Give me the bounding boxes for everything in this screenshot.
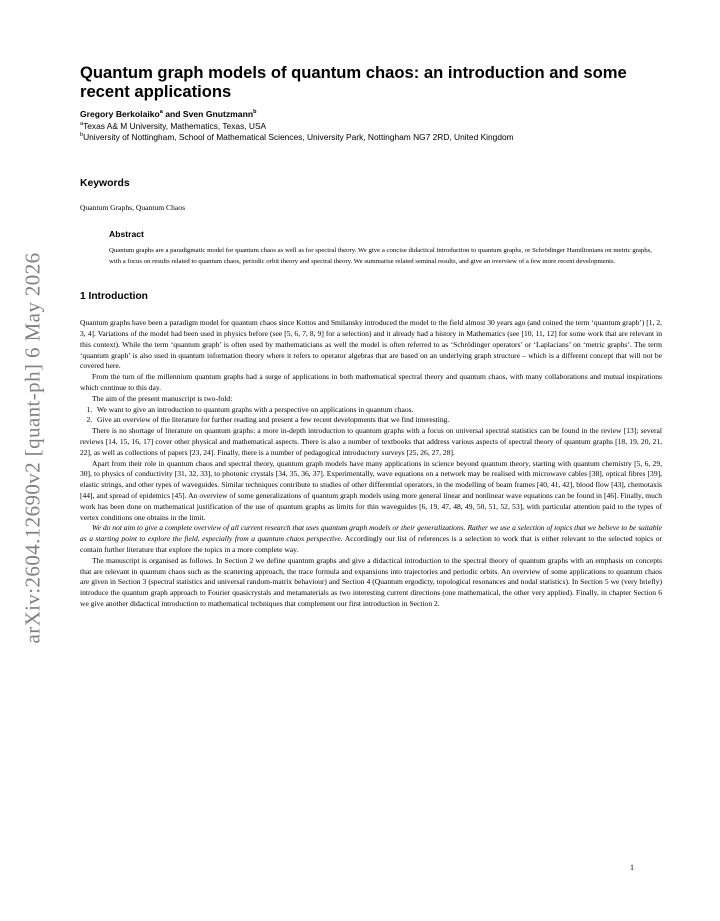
keywords-text: Quantum Graphs, Quantum Chaos	[80, 203, 186, 212]
list-item: 2. Give an overview of the literature for further reading and present a few recent developments that we find interesting.	[94, 415, 662, 426]
arxiv-identifier: arXiv:2604.12690v2 [quant-ph] 6 May 2026	[20, 252, 45, 644]
abstract-block	[109, 229, 652, 267]
abstract-text: Quantum graphs are a paradigmatic model for quantum chaos as well as for spectral theory. We give a concise didactical introduction to quantum graphs, or Schrödinger Hamiltonians on metric graphs, with a focus on results related to quantum chaos, periodic orbit theory and spectral theory. We summarise related seminal results, and give an overview of a few more recent developments.	[109, 247, 652, 265]
introduction-body	[80, 318, 662, 610]
author-affil-mark: b	[253, 109, 257, 116]
arxiv-sidebar-stamp	[8, 238, 58, 658]
paragraph-continuation: Accordingly our list of references is a selection to work that is either relevant to the selected topics or contain further literature that explore the topics in a more complete way.	[80, 534, 662, 554]
paragraph: Apart from their role in quantum chaos and spectral theory, quantum graph models have many applications in science beyond quantum theory, starting with quantum chemistry [5, 6, 29, 30], to physics of conductivity [31, 32, 33], to photonic crystals [34, 35, 36, 37]. Experimentally, wave equations on a network may be realised with microwave cables [38], optical fibres [39], elastic strings, and other types of waveguides. Similar techniques contribute to studies of other differential operators, in the modelling of beam frames [40, 41, 42], blood flow [43], chemotaxis [44], and spread of epidemics [45]. An overview of some generalizations of quantum graph models using more general linear and nonlinear wave equations can be found in [46]. Finally, much work has been done on mathematical justification of the use of quantum graphs as limits for thin waveguides [6, 19, 47, 48, 49, 50, 51, 52, 53], with particular attention paid to the types of vertex conditions one obtains in the limit.	[80, 458, 662, 522]
paper-page	[80, 63, 662, 610]
keywords-heading: Keywords	[80, 178, 130, 189]
paragraph: The manuscript is organised as follows. In Section 2 we define quantum graphs and give a didactical introduction to the spectral theory of quantum graphs with an emphasis on concepts that are relevant in quantum chaos such as the scattering approach, the trace formula and expansions into trajectories and periodic orbits. An overview of some applications to quantum chaos are given in Section 3 (spectral statistics and universal random-matrix behaviour) and Section 4 (Quantum ergodicty, topological resonances and nodal statistics). In Section 5 we (very briefly) introduce the quantum graph approach to Fourier quasicrystals and metamaterials as two interesting current directions (one mathematical, the other very applied). Finally, in chapter Section 6 we give another didactical introduction to mathematical techniques that complement our first introduction in Section 2.	[80, 555, 662, 608]
author-name: Gregory Berkolaiko	[80, 109, 160, 119]
aims-list	[80, 405, 662, 427]
page-number: 1	[630, 863, 634, 872]
author-name: Sven Gnutzmann	[182, 109, 254, 119]
list-item: 1. We want to give an introduction to quantum graphs with a perspective on applications in quantum chaos.	[94, 405, 662, 416]
author-separator: and	[162, 109, 183, 119]
affiliation-mark: a	[80, 121, 84, 128]
italic-statement: We do not aim to give a complete overview of all current research that uses quantum graph models or their generalizations. Rather we use a selection of topics that we believe to be suitable as a starting point to explore the field, especially from a quantum chaos perspective.	[80, 523, 662, 544]
paragraph: From the turn of the millennium quantum graphs had a surge of applications in both mathematical spectral theory and quantum chaos, with many collaborations and mutual inspirations which continue to this day.	[80, 372, 662, 392]
affiliation	[80, 121, 662, 132]
abstract-heading: Abstract	[109, 229, 144, 239]
paragraph: Quantum graphs have been a paradigm model for quantum chaos since Kottos and Smilansky introduced the model to the field almost 30 years ago (and coined the term ‘quantum graph’) [1, 2, 3, 4]. Variations of the model had been used in physics before (see [5, 6, 7, 8, 9] for a selection) and it already had a history in Mathematics (see [10, 11, 12] for some work that are relevant in this context). While the term ‘quantum graph’ is often used by mathematicians as well the model is often referred to as ‘Schrödinger operators’ or ‘Laplacians’ on ‘metric graphs’. The term ‘quantum graph’ is also used in quantum information theory where it refers to operator algebras that are based on an underlying graph structure – which is a different concept that will not be covered here.	[80, 318, 663, 371]
paragraph: There is no shortage of literature on quantum graphs: a more in-depth introduction to quantum graphs with a focus on universal spectral statistics can be found in the review [13]; several reviews [14, 15, 16, 17] cover other physical and mathematical aspects. There is also a number of textbooks that address various aspects of spectral theory of quantum graphs [18, 19, 20, 21, 22], as well as collections of papers [23, 24]. Finally, there is a number of pedagogical introductory surveys [25, 26, 27, 28].	[80, 426, 662, 457]
affiliation-text: Texas A& M University, Mathematics, Texas, USA	[83, 121, 267, 131]
paragraph	[80, 523, 662, 555]
author-line	[80, 109, 662, 119]
affiliation-text: University of Nottingham, School of Mathematical Sciences, University Park, Nottingham NG7 2RD, United Kingdom	[83, 132, 514, 142]
author-affil-mark: a	[159, 109, 163, 116]
affiliation-mark: b	[80, 132, 84, 139]
affiliation	[80, 132, 662, 143]
paper-title: Quantum graph models of quantum chaos: an introduction and some recent applications	[80, 63, 627, 101]
paragraph: The aim of the present manuscript is two-fold:	[92, 393, 233, 403]
section-heading-introduction: 1 Introduction	[80, 291, 148, 303]
